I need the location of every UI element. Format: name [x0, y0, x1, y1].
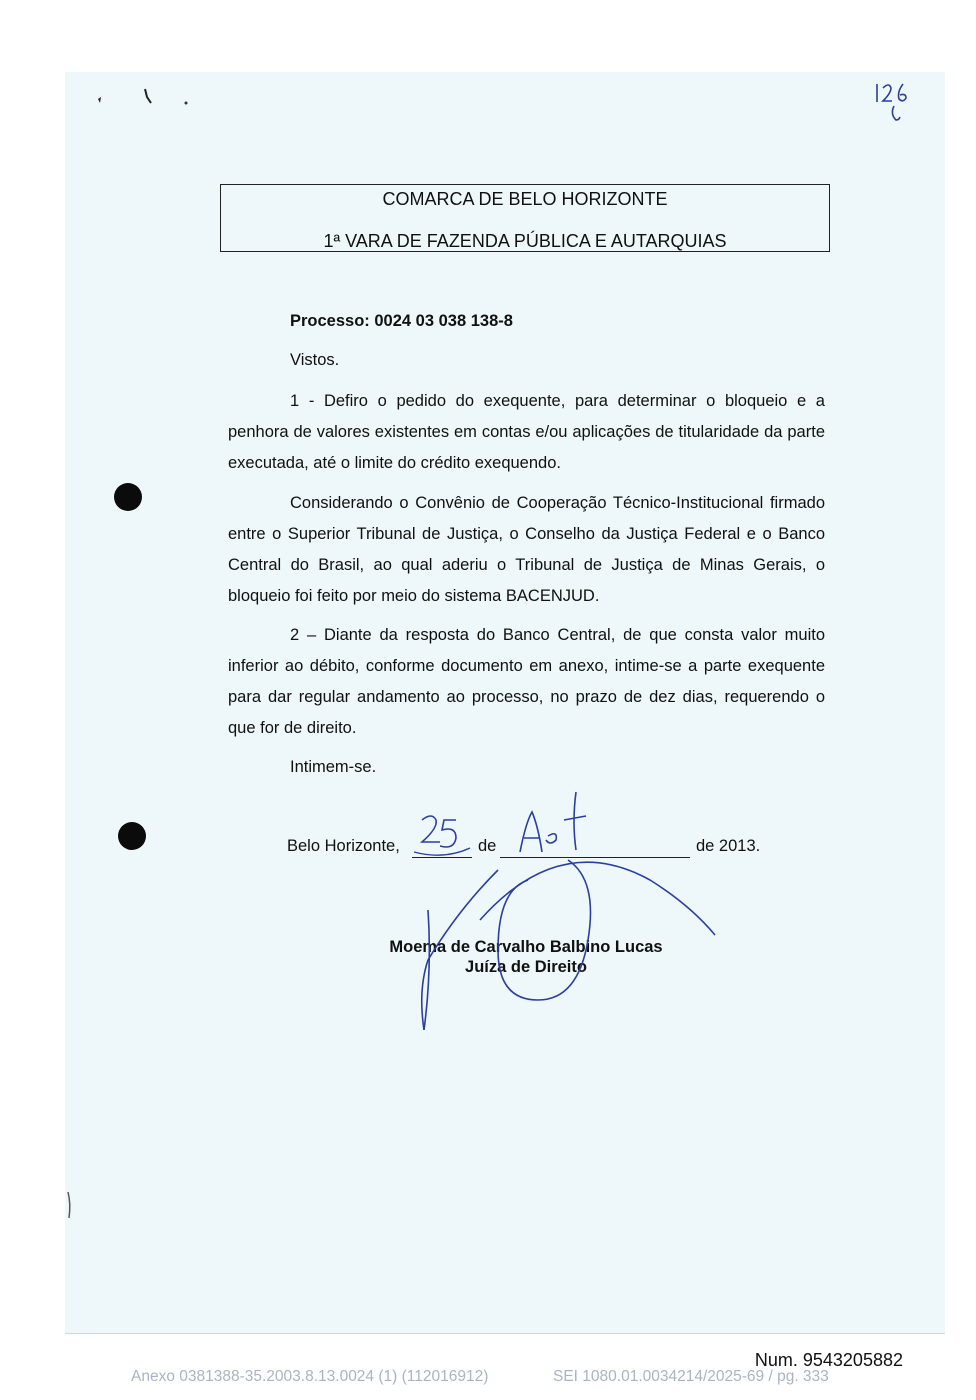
court-name: COMARCA DE BELO HORIZONTE: [382, 189, 668, 209]
signer-name: Moema de Carvalho Balbino Lucas: [389, 938, 663, 956]
punch-hole-bottom: [118, 822, 146, 850]
day-blank: [412, 857, 472, 858]
handwritten-page-number: [870, 78, 920, 128]
signer-role: Juíza de Direito: [465, 958, 587, 976]
scan-margin-mark: [66, 1190, 72, 1220]
date-de: de: [478, 837, 497, 855]
date-place: Belo Horizonte,: [287, 837, 400, 855]
process-number: Processo: 0024 03 038 138-8: [290, 312, 513, 330]
vistos-text: Vistos.: [290, 351, 340, 369]
scan-specks: [90, 85, 200, 115]
paragraph-1: 1 - Defiro o pedido do exequente, para determinar o bloqueio e a penhora de valores existentes em contas e/ou aplicações de titularidade da parte executada, até o limite do crédito exequendo.: [228, 392, 825, 472]
paragraph-2: Considerando o Convênio de Cooperação Técnico-Institucional firmado entre o Superior Tribunal de Justiça, o Conselho da Justiça Federal e o Banco Central do Brasil, ao qual aderiu o Tribunal de Justiça de Minas Gerais, o bloqueio foi feito por meio do sistema BACENJUD.: [228, 494, 825, 605]
court-header-box: [220, 184, 830, 252]
date-year: de 2013.: [696, 837, 761, 855]
sei-reference: SEI 1080.01.0034214/2025-69 / pg. 333: [553, 1368, 829, 1385]
sheet-bottom-edge: [65, 1333, 945, 1334]
court-division: 1ª VARA DE FAZENDA PÚBLICA E AUTARQUIAS: [323, 231, 727, 251]
punch-hole-top: [114, 483, 142, 511]
month-blank: [500, 857, 690, 858]
annex-reference: Anexo 0381388-35.2003.8.13.0024 (1) (112016912): [131, 1368, 489, 1385]
paragraph-3: 2 – Diante da resposta do Banco Central, de que consta valor muito inferior ao débito, conforme documento em anexo, intime-se a parte exequente para dar regular andamento ao processo, no prazo de dez dias, requerendo o que for de direito.: [228, 626, 825, 737]
document-number: Num. 9543205882: [754, 1350, 903, 1370]
intimem-text: Intimem-se.: [290, 758, 377, 776]
